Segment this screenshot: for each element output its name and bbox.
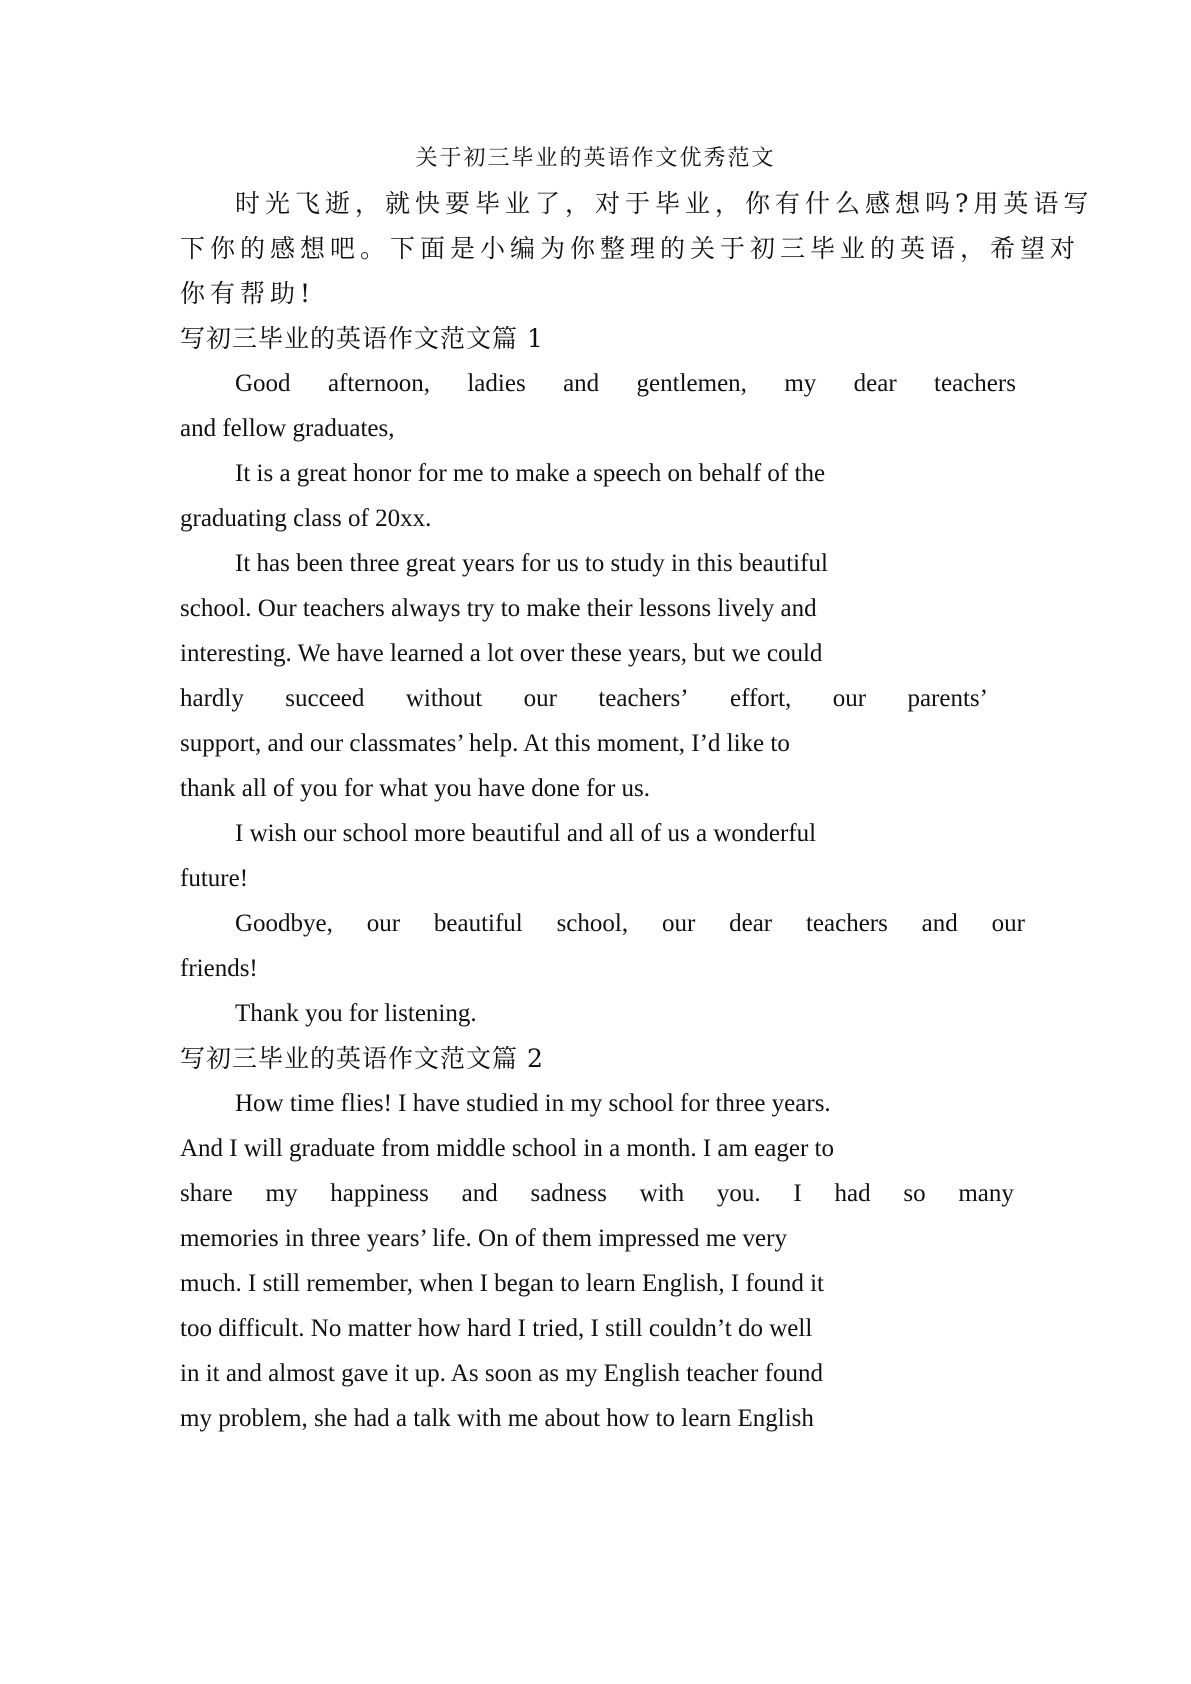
s1-p2-line-2: graduating class of 20xx.: [180, 505, 432, 532]
word: gentlemen,: [636, 370, 747, 397]
word: school,: [556, 910, 629, 937]
s1-p3-line-2: school. Our teachers always try to make their lessons lively and: [180, 595, 817, 622]
word: our: [832, 685, 867, 712]
s1-p5-line-2: friends!: [180, 955, 258, 982]
word: parents’: [907, 685, 988, 712]
word: beautiful: [433, 910, 523, 937]
word: I: [793, 1180, 802, 1207]
s1-p1-line-2: and fellow graduates,: [180, 415, 395, 442]
word: you.: [716, 1180, 761, 1207]
s1-p1-line-1: [235, 367, 1016, 401]
word: our: [366, 910, 401, 937]
word: without: [405, 685, 483, 712]
s1-p3-line-6: thank all of you for what you have done for us.: [180, 775, 651, 802]
word: many: [958, 1180, 1014, 1207]
word: dear: [853, 370, 897, 397]
s2-line-2: And I will graduate from middle school in a month. I am eager to: [180, 1135, 834, 1162]
word: share: [180, 1180, 233, 1207]
s1-p3-line-1: It has been three great years for us to study in this beautiful: [235, 550, 828, 577]
word: and: [563, 370, 600, 397]
word: our: [991, 910, 1025, 937]
section-2-heading: 写初三毕业的英语作文范文篇 2: [180, 1044, 544, 1073]
s1-p4-line-2: future!: [180, 865, 249, 892]
intro-line-1: 时光飞逝，就快要毕业了，对于毕业，你有什么感想吗?用英语写: [235, 189, 1094, 218]
s2-line-6: too difficult. No matter how hard I tried, I still couldn’t do well: [180, 1315, 813, 1342]
word: had: [834, 1180, 871, 1207]
word: Goodbye,: [235, 910, 333, 937]
word: ladies: [467, 370, 526, 397]
word: happiness: [330, 1180, 429, 1207]
intro-line-3: 你有帮助!: [180, 279, 316, 308]
s2-line-7: in it and almost gave it up. As soon as my English teacher found: [180, 1360, 823, 1387]
s2-line-1: How time flies! I have studied in my school for three years.: [235, 1090, 831, 1117]
word: and: [921, 910, 958, 937]
word: dear: [729, 910, 773, 937]
word: teachers: [805, 910, 888, 937]
word: teachers: [934, 370, 1016, 397]
s2-line-8: my problem, she had a talk with me about how to learn English: [180, 1405, 814, 1432]
s1-p2-line-1: It is a great honor for me to make a speech on behalf of the: [235, 460, 826, 487]
document-title: 关于初三毕业的英语作文优秀范文: [415, 145, 776, 170]
section-1-heading: 写初三毕业的英语作文范文篇 1: [180, 324, 544, 353]
intro-line-2: 下你的感想吧。下面是小编为你整理的关于初三毕业的英语，希望对: [180, 234, 1081, 263]
word: effort,: [729, 685, 792, 712]
word: succeed: [285, 685, 365, 712]
word: my: [784, 370, 817, 397]
s1-p3-line-5: support, and our classmates’ help. At this moment, I’d like to: [180, 730, 790, 757]
s2-line-5: much. I still remember, when I began to learn English, I found it: [180, 1270, 824, 1297]
word: hardly: [180, 685, 244, 712]
s2-line-3: [180, 1177, 1014, 1211]
s1-p5-line-1: [235, 907, 1025, 941]
word: Good: [235, 370, 291, 397]
word: teachers’: [598, 685, 689, 712]
s1-p3-line-3: interesting. We have learned a lot over these years, but we could: [180, 640, 823, 667]
s2-line-4: memories in three years’ life. On of them impressed me very: [180, 1225, 787, 1252]
word: our: [661, 910, 696, 937]
word: sadness: [530, 1180, 607, 1207]
word: my: [265, 1180, 298, 1207]
word: our: [523, 685, 557, 712]
word: afternoon,: [327, 370, 430, 397]
word: with: [639, 1180, 685, 1207]
s1-p4-line-1: I wish our school more beautiful and all of us a wonderful: [235, 820, 817, 847]
s1-p3-line-4: [180, 682, 988, 716]
word: and: [461, 1180, 498, 1207]
word: so: [903, 1180, 926, 1207]
s1-p6-line-1: Thank you for listening.: [235, 1000, 477, 1027]
